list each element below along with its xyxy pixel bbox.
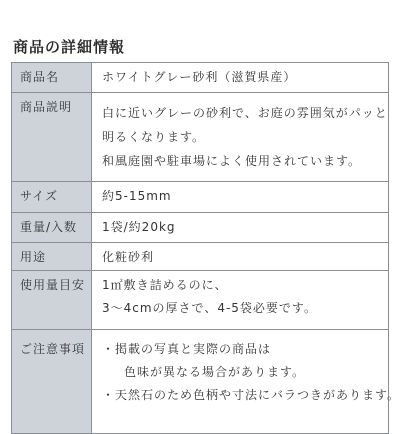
spec-row-notes xyxy=(12,330,389,434)
spec-label: 商品説明 xyxy=(12,93,92,182)
section-heading: 商品の詳細情報 xyxy=(13,38,126,56)
spec-value-line: ・天然石のため色柄や寸法にバラつきがあります。 xyxy=(102,388,400,402)
spec-value-line: 和風庭園や駐車場によく使用されています。 xyxy=(102,154,362,168)
spec-value xyxy=(92,213,389,243)
spec-value-line: 白に近いグレーの砂利で、お庭の雰囲気がパッと xyxy=(102,106,388,120)
spec-label: 用途 xyxy=(12,243,92,271)
spec-value-line: 3～4cmの厚さで、4-5袋必要です。 xyxy=(102,301,317,315)
spec-row-usage xyxy=(12,243,389,271)
spec-value-line: ・掲載の写真と実際の商品は xyxy=(102,342,272,356)
spec-value-line: 化粧砂利 xyxy=(102,250,155,264)
product-spec-table xyxy=(11,62,400,434)
spec-value xyxy=(92,330,400,434)
spec-row-weight xyxy=(12,213,389,243)
spec-label: 商品名 xyxy=(12,63,92,93)
spec-label: サイズ xyxy=(12,182,92,213)
spec-value-line: 1袋/約20kg xyxy=(102,220,176,234)
spec-value-line: 約5-15mm xyxy=(102,189,172,203)
spec-value-line: 1㎡敷き詰めるのに、 xyxy=(102,278,228,292)
spec-value xyxy=(92,182,389,213)
spec-row-product-name xyxy=(12,63,389,93)
spec-value xyxy=(92,93,389,182)
spec-row-description xyxy=(12,93,389,182)
spec-row-size xyxy=(12,182,389,213)
spec-label: ご注意事項 xyxy=(12,330,92,434)
spec-label: 使用量目安 xyxy=(12,271,92,330)
spec-value xyxy=(92,63,389,93)
spec-value-line: 明るくなります。 xyxy=(102,130,206,144)
spec-label: 重量/入数 xyxy=(12,213,92,243)
spec-value xyxy=(92,271,389,330)
spec-value xyxy=(92,243,389,271)
spec-value-line: 色味が異なる場合があります。 xyxy=(124,365,306,379)
spec-row-amount-guide xyxy=(12,271,389,330)
spec-value-line: ホワイトグレー砂利（滋賀県産） xyxy=(102,70,297,84)
